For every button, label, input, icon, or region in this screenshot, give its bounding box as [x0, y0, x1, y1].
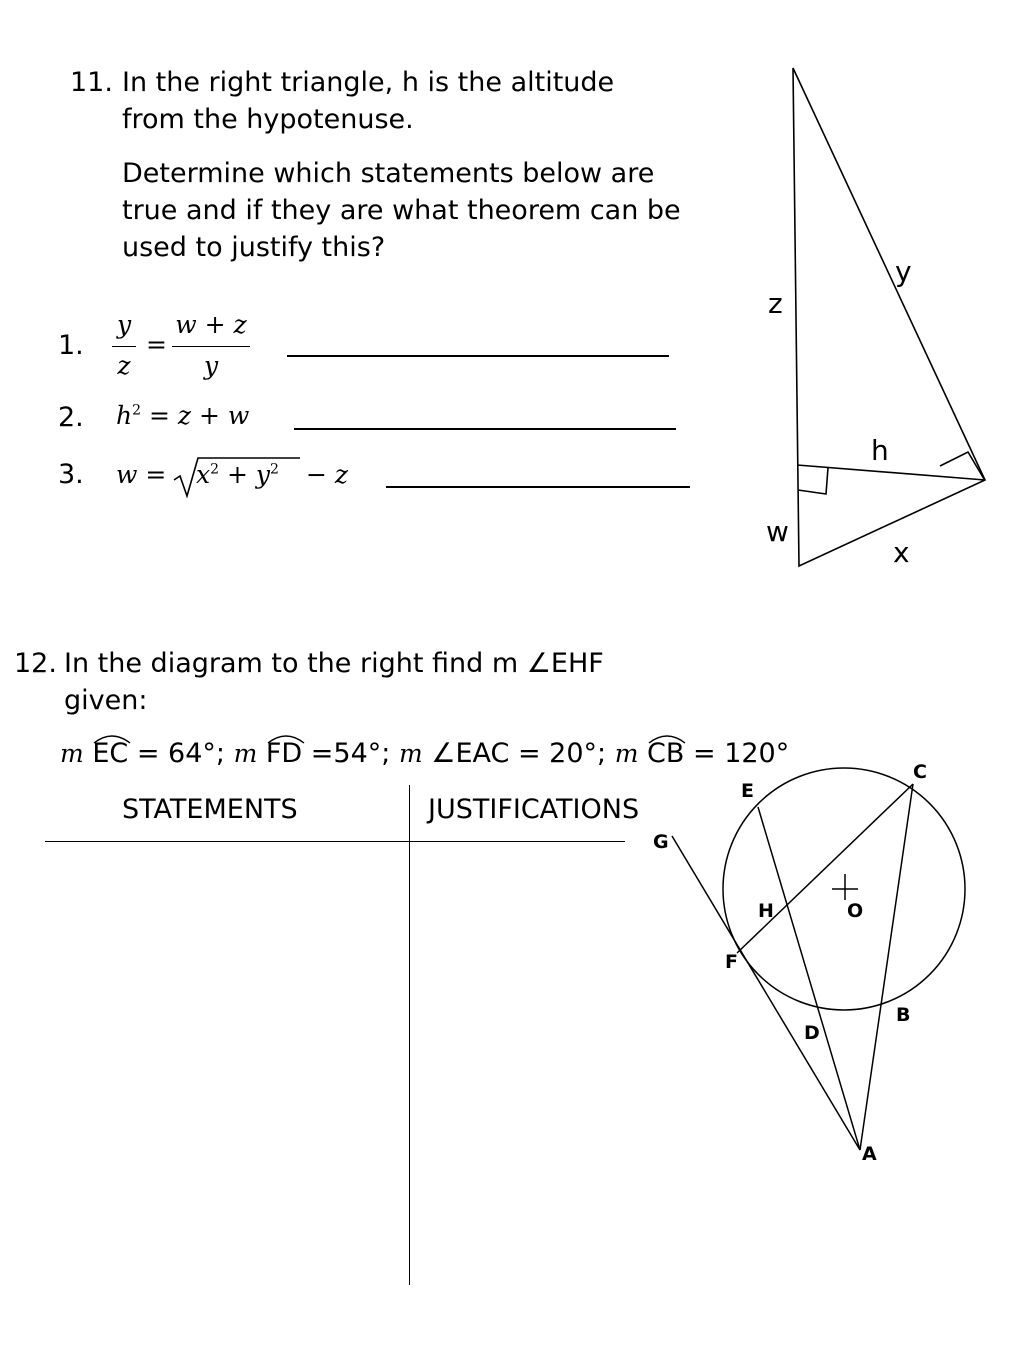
- given-m3: m: [398, 739, 423, 768]
- statement-3-tail: − z: [306, 460, 349, 489]
- statement-3-number: 3.: [58, 459, 84, 490]
- label-z: z: [768, 287, 783, 320]
- arc-fd: [266, 735, 302, 772]
- point-label-b: B: [896, 1004, 911, 1026]
- q12-number: 12.: [14, 648, 57, 679]
- statement-1-frac2-num: w + z: [175, 310, 247, 339]
- statement-3-lhs: w =: [116, 460, 167, 489]
- q11-text-line1: In the right triangle, h is the altitude: [122, 67, 615, 98]
- triangle-outline: [793, 68, 985, 566]
- given-v3: ∠EAC = 20°;: [422, 738, 615, 769]
- arc-symbol: [266, 731, 306, 745]
- arc-ec: [92, 735, 128, 772]
- circle-diagram: [600, 740, 1024, 1180]
- given-m2: m: [233, 739, 258, 768]
- statement-3-sup1: 2: [210, 461, 220, 478]
- label-h: h: [871, 434, 889, 467]
- right-angle-marker-foot: [798, 468, 828, 494]
- statement-2-sup: 2: [132, 402, 142, 419]
- q11-number: 11.: [70, 67, 113, 98]
- chord-fc: [737, 784, 913, 953]
- given-m4: m: [614, 739, 639, 768]
- statement-2-lhs: h: [116, 401, 133, 430]
- statement-1-frac1-den: z: [117, 351, 131, 380]
- t-chart-horizontal-line: [45, 841, 625, 842]
- statement-1-frac2-den: y: [203, 351, 219, 380]
- statement-1-equals: =: [146, 330, 167, 359]
- q11-text-line2: from the hypotenuse.: [122, 104, 414, 135]
- arc-fd-label: FD: [265, 738, 303, 769]
- q11-para-line3: used to justify this?: [122, 232, 386, 263]
- statement-3-plus-y: + y: [226, 460, 271, 489]
- point-label-d: D: [804, 1022, 820, 1044]
- q12-text-line2: given:: [64, 685, 148, 716]
- point-label-h: H: [758, 900, 774, 922]
- statement-3-x: x: [196, 460, 211, 489]
- label-y: y: [895, 255, 912, 288]
- point-label-g: G: [653, 831, 669, 853]
- statement-3-sup2: 2: [270, 461, 279, 478]
- q11-para-line2: true and if they are what theorem can be: [122, 195, 681, 226]
- point-label-a: A: [862, 1143, 877, 1165]
- q11-para-line1: Determine which statements below are: [122, 158, 655, 189]
- point-label-f: F: [725, 951, 738, 973]
- justifications-header: JUSTIFICATIONS: [428, 794, 640, 825]
- given-v4: = 120°: [684, 738, 790, 769]
- t-chart-vertical-line: [409, 785, 410, 1285]
- arc-symbol: [92, 731, 132, 745]
- right-triangle-diagram: [0, 0, 1024, 600]
- label-x: x: [893, 536, 910, 569]
- altitude-line: [797, 465, 985, 480]
- point-label-e: E: [741, 780, 754, 802]
- label-w: w: [766, 515, 789, 548]
- statement-1-number: 1.: [58, 330, 84, 361]
- point-label-c: C: [913, 761, 927, 783]
- statement-2-rhs: = z + w: [148, 401, 250, 430]
- secant-ae: [758, 807, 860, 1150]
- given-v1: = 64°;: [128, 738, 234, 769]
- q12-text-line1: In the diagram to the right find m ∠EHF: [64, 648, 604, 679]
- given-m1: m: [60, 739, 84, 768]
- arc-cb-label: CB: [647, 738, 685, 769]
- statement-1-frac1-num: y: [116, 310, 132, 339]
- point-label-o: O: [847, 900, 864, 922]
- secant-ac: [860, 784, 913, 1150]
- statements-column-area[interactable]: [45, 845, 407, 1285]
- statements-header: STATEMENTS: [122, 794, 298, 825]
- given-v2: =54°;: [302, 738, 399, 769]
- secant-ag: [672, 836, 860, 1150]
- justifications-column-area[interactable]: [412, 845, 625, 1285]
- arc-ec-label: EC: [92, 738, 129, 769]
- statement-2-number: 2.: [58, 402, 84, 433]
